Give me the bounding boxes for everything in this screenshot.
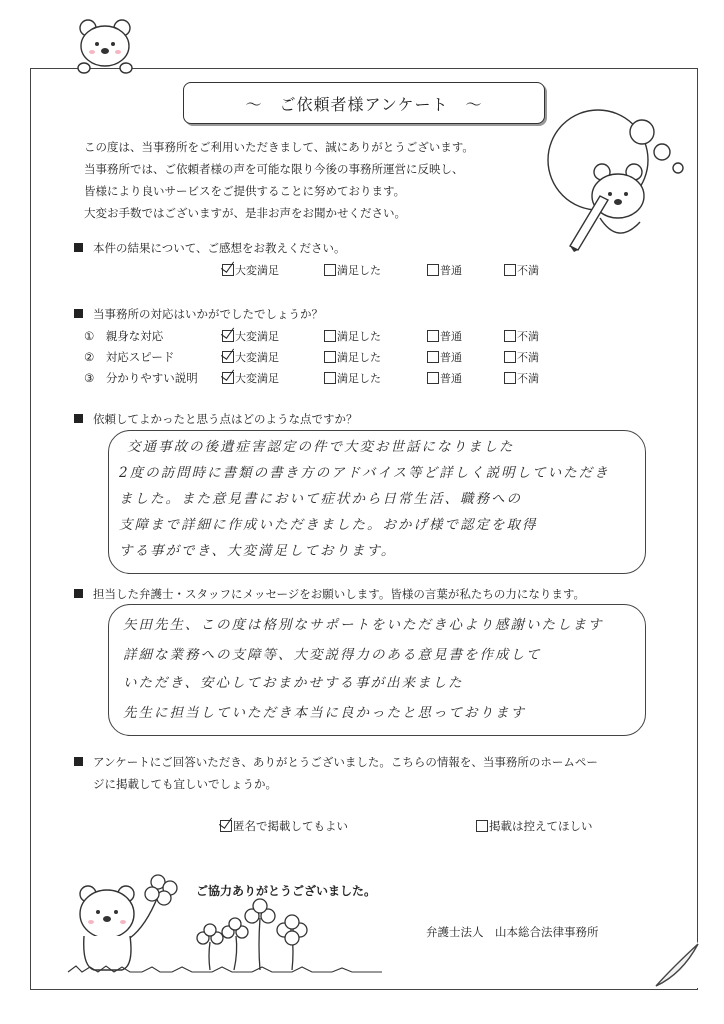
- q2-item-3-neutral[interactable]: 普通: [427, 370, 462, 386]
- q4-question: 担当した弁護士・スタッフにメッセージをお願いします。皆様の言葉が私たちの力になります。: [93, 587, 585, 601]
- intro-line: 皆様により良いサービスをご提供することに努めております。: [84, 184, 406, 198]
- checkbox-icon[interactable]: [427, 372, 439, 384]
- q2-item-3-dissatisfied[interactable]: 不満: [504, 370, 539, 386]
- checkbox-icon[interactable]: [504, 330, 516, 342]
- q2-item-2-label: ② 対応スピード: [84, 350, 175, 364]
- bear-with-pencil-illustration: [530, 96, 690, 256]
- q1-option-satisfied[interactable]: [324, 262, 381, 278]
- q2-item-3-satisfied[interactable]: 満足した: [324, 370, 381, 386]
- q1-option-very-satisfied[interactable]: [222, 262, 279, 278]
- survey-title: ～ ご依頼者様アンケート ～: [245, 94, 483, 114]
- q3-question: 依頼してよかったと思う点はどのような点ですか？: [93, 412, 358, 426]
- thanks-message: ご協力ありがとうございました。: [196, 884, 377, 898]
- q5-option-do-not-publish[interactable]: 掲載は控えてほしい: [476, 818, 593, 834]
- q4-answer-line: 矢田先生、この度は格別なサポートをいただき心より感謝いたします: [123, 617, 604, 633]
- checkbox-checked-icon[interactable]: [222, 351, 234, 363]
- q1-option-dissatisfied[interactable]: [504, 262, 539, 278]
- survey-title-box: [183, 82, 545, 124]
- checkbox-checked-icon[interactable]: [222, 330, 234, 342]
- q2-heading: [74, 306, 323, 322]
- page-curl-corner: [652, 940, 700, 988]
- q5-heading: [74, 754, 598, 770]
- q1-question: 本件の結果について、ご感想をお教えください。: [93, 241, 346, 255]
- q3-answer-line: 支障まで詳細に作成いただきました。おかげ様で認定を取得: [119, 517, 538, 533]
- q4-answer-line: 詳細な業務への支障等、大変説得力のある意見書を作成して: [123, 647, 542, 663]
- checkbox-icon[interactable]: [504, 351, 516, 363]
- checkbox-icon[interactable]: [324, 372, 336, 384]
- bullet-square-icon: [74, 589, 83, 598]
- option-label: 大変満足: [235, 264, 279, 277]
- bullet-square-icon: [74, 757, 83, 766]
- q3-answer-line: ました。また意見書において症状から日常生活、職務への: [119, 491, 522, 507]
- intro-text: [84, 136, 474, 224]
- q3-answer-line: する事ができ、大変満足しております。: [119, 543, 397, 559]
- q2-item-2-neutral[interactable]: 普通: [427, 349, 462, 365]
- q2-item-1-very-satisfied[interactable]: 大変満足: [222, 328, 279, 344]
- option-label: 満足した: [337, 264, 381, 277]
- bear-mascot-top-left: [70, 14, 140, 76]
- bullet-square-icon: [74, 309, 83, 318]
- q4-answer-line: いただき、安心しておまかせする事が出来ました: [123, 675, 464, 691]
- q4-answer-line: 先生に担当していただき本当に良かったと思っております: [123, 705, 526, 721]
- q2-item-2-very-satisfied[interactable]: 大変満足: [222, 349, 279, 365]
- checkbox-icon[interactable]: [427, 330, 439, 342]
- q5-option-anonymous-ok[interactable]: 匿名で掲載してもよい: [220, 818, 348, 834]
- bullet-square-icon: [74, 243, 83, 252]
- q5-question-line-1: アンケートにご回答いただき、ありがとうございました。こちらの情報を、当事務所のホームペー: [93, 755, 598, 769]
- option-label: 不満: [517, 264, 539, 277]
- q2-question: 当事務所の対応はいかがでしたでしょうか？: [93, 307, 323, 321]
- q4-answer-box[interactable]: [108, 604, 646, 736]
- intro-line: 大変お手数ではございますが、是非お声をお聞かせください。: [84, 206, 406, 220]
- q5-question-line-2: ジに掲載しても宜しいでしょうか。: [93, 777, 277, 791]
- checkbox-checked-icon[interactable]: [222, 264, 234, 276]
- checkbox-icon[interactable]: [324, 351, 336, 363]
- checkbox-icon[interactable]: [504, 372, 516, 384]
- checkbox-icon[interactable]: [324, 330, 336, 342]
- q3-heading: [74, 411, 358, 427]
- q2-item-1-satisfied[interactable]: 満足した: [324, 328, 381, 344]
- checkbox-checked-icon[interactable]: [222, 372, 234, 384]
- q2-item-2-satisfied[interactable]: 満足した: [324, 349, 381, 365]
- checkbox-icon[interactable]: [427, 264, 439, 276]
- q3-answer-line: 交通事故の後遺症害認定の件で大変お世話になりました: [127, 439, 515, 455]
- checkbox-icon[interactable]: [476, 820, 488, 832]
- law-firm-name: 弁護士法人 山本総合法律事務所: [426, 925, 599, 939]
- checkbox-icon[interactable]: [324, 264, 336, 276]
- option-label: 普通: [440, 264, 462, 277]
- checkbox-checked-icon[interactable]: [220, 820, 232, 832]
- q2-item-1-label: ① 親身な対応: [84, 329, 164, 343]
- intro-line: 当事務所では、ご依頼者様の声を可能な限り今後の事務所運営に反映し、: [84, 162, 464, 176]
- q1-heading: [74, 240, 346, 256]
- q3-answer-line: 2度の訪問時に書類の書き方のアドバイス等ど詳しく説明していただき: [119, 465, 610, 481]
- bullet-square-icon: [74, 414, 83, 423]
- q2-item-2-dissatisfied[interactable]: 不満: [504, 349, 539, 365]
- q1-option-neutral[interactable]: [427, 262, 462, 278]
- q2-item-1-neutral[interactable]: 普通: [427, 328, 462, 344]
- q4-heading: [74, 586, 585, 602]
- q3-answer-box[interactable]: [108, 430, 646, 574]
- checkbox-icon[interactable]: [504, 264, 516, 276]
- q2-item-3-label: ③ 分かりやすい説明: [84, 371, 198, 385]
- intro-line: この度は、当事務所をご利用いただきまして、誠にありがとうございます。: [84, 140, 474, 154]
- q2-item-3-very-satisfied[interactable]: 大変満足: [222, 370, 279, 386]
- q2-item-1-dissatisfied[interactable]: 不満: [504, 328, 539, 344]
- checkbox-icon[interactable]: [427, 351, 439, 363]
